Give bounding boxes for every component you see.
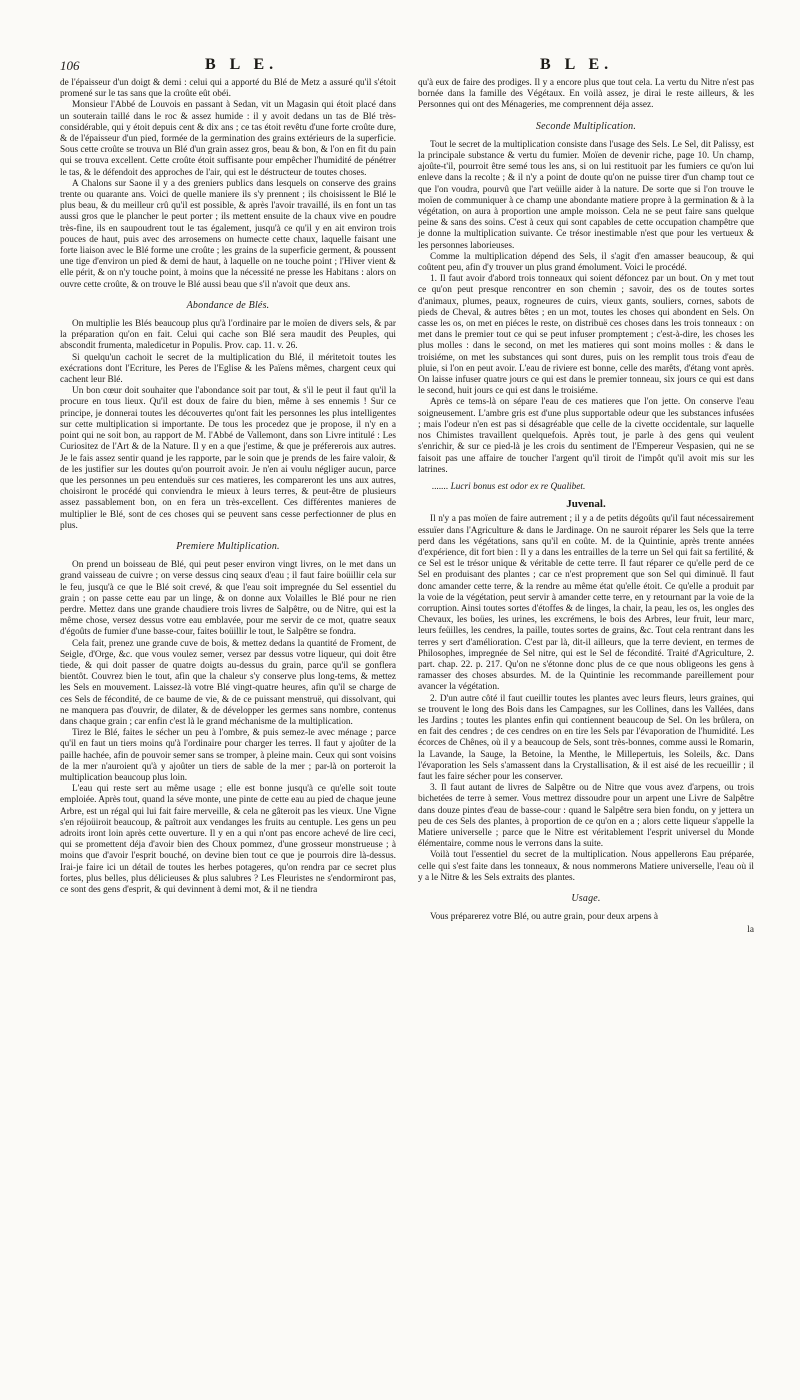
running-head-right: B L E. — [540, 56, 614, 73]
paragraph: qu'à eux de faire des prodiges. Il y a encore plus que tout cela. La vertu du Nitre n'est pas bornée dans la famille des Végétaux. En voilà assez, je dirai le reste ailleurs, & les Personnes qui ont des Ménageries, me comprennent déja assez. — [418, 78, 754, 111]
paragraph: Tout le secret de la multiplication consiste dans l'usage des Sels. Le Sel, dit Palissy, est la principale substance & vertu du fumier. Moïen de devenir riche, page 10. Un champ, ajoûte-t'il, pourroit être semé tous les ans, si on lui restituoit par les fumiers ce qu'on lui enleve dans la recolte ; & il n'y a point de doute qu'on ne puisse tirer d'un champ tout ce que l'on voudra, pourvû que l'art veüille aider à la nature. De sorte que si l'on trouve le moïen de communiquer à ce champ une abondante matiere propre à la germination & à la végétation, on aura à proportion une ample moisson. Cela ne se peut faire sans quelque peine & sans des soins. C'est à ceux qui sont capables de cette occupation champêtre que je donne la multiplication suivante. Ce trésor inestimable n'est que pour les vertueux & les personnes laborieuses. — [418, 139, 754, 251]
running-head-left: B L E. — [205, 56, 279, 73]
paragraph: Monsieur l'Abbé de Louvois en passant à Sedan, vit un Magasin qui étoit placé dans un souterain taillé dans le roc & assez humide : il y avoit dedans un tas de Blé très-considérable, qui y étoit depuis cent & dix ans ; ce tas étoit revêtu d'une forte croûte dure, & de l'épaisseur d'un pied, formée de la germination des grains extérieurs de la superficie. Sous cette croûte se trouva un Blé d'un grain assez gros, beau & bon, & l'on en fit du pain qui se trouva excellent. Cette croûte étoit suffisante pour empêcher l'humidité de pénétrer le tas, & le défendoit des approches de l'air, qui est le déstructeur de toutes choses. — [60, 100, 396, 178]
right-column — [418, 78, 754, 937]
paragraph: A Chalons sur Saone il y a des greniers publics dans lesquels on conserve des grains trente ou quarante ans. Voici de quelle maniere ils s'y prennent ; ils choisissent le Blé le plus beau, & du meilleur crû qu'il est possible, & après l'avoir travaillé, ils en font un tas aussi gros que le plancher le peut porter ; ils mettent ensuite de la chaux vive en poudre très-fine, ils en saupoudrent tout le tas également, jusqu'à ce qu'il y en ait environ trois pouces de haut, puis avec des arrosemens on humecte cette chaux, laquelle faisant une forte liaison avec le Blé forme une croûte ; les grains de la superficie germent, & poussent une tige d'environ un pied & demi de haut, à laquelle on ne touche point ; l'Hiver vient & elle périt, & on n'y touche point, à moins que la nécessité ne presse les Habitans : alors on ouvre cette croûte, & on trouve le Blé aussi beau que s'il n'avoit que deux ans. — [60, 178, 396, 290]
paragraph: Vous préparerez votre Blé, ou autre grain, pour deux arpens à — [430, 912, 659, 923]
section-heading-seconde: Seconde Multiplication. — [535, 120, 637, 132]
paragraph: L'eau qui reste sert au même usage ; elle est bonne jusqu'à ce qu'elle soit toute emploiée. Après tout, quand la séve monte, une pinte de cette eau au pied de chaque jeune Arbre, est un régal qui lui fait faire merveille, & cela ne gâteroit pas les vieux. Une Vigne s'en réjoüiroit beaucoup, & paîtroit aux vendanges les fruits au centuple. Les gens un peu adroits iront loin après cette ouverture. Il y en a qui n'ont pas encore achevé de lire ceci, qui se promettent déja d'avoir bien des Choux pommez, d'une grosseur monstrueuse ; à moins que d'avoir l'esprit bouché, on devine bien tout ce que je pourrois dire là-dessus. Irai-je faire ici un détail de toutes les herbes potageres, qu'on rendra par ce secret plus fortes, plus belles, plus délicieuses & plus salubres ? Les Fleuristes ne s'endormiront pas, ce sont des gens d'esprit, & qui devinnent à demi mot, & il ne tiendra — [60, 784, 396, 896]
paragraph: Cela fait, prenez une grande cuve de bois, & mettez dedans la quantité de Froment, de Seigle, d'Orge, &c. que vous voulez semer, versez par dessus votre liqueur, qui doit être tiede, & qui doit passer de quatre doigts au-dessus du grain, parce qu'il se gonflera bientôt. Couvrez bien le tout, afin que la chaleur s'y conserve plus long-tems, & mettez les Sels en mouvement. Laissez-là votre Blé vingt-quatre heures, afin qu'il se charge de ces Sels de fécondité, de ce baume de vie, & de ce puissant menstruë, qui dissolvant, qui ne manquera pas d'ouvrir, de dilater, & de développer les germes sans nombre, contenus dans chaque grain ; car enfin c'est là le grand méchanisme de la multiplication. — [60, 638, 396, 727]
section-heading-usage: Usage. — [571, 893, 601, 905]
paragraph: 3. Il faut autant de livres de Salpêtre ou de Nitre que vous avez d'arpens, ou trois bichetées de terre à semer. Vous mettrez dissoudre pour un arpent une Livre de Salpêtre dans douze pintes d'eau de basse-cour : quand le Salpêtre sera bien fondu, on y jettera un peu de ces Sels des plantes, à proportion de ce qu'on en a ; alors cette liqueur s'appelle la Matiere universelle ; parce que le Nitre est véritablement l'esprit universel du Monde élémentaire, comme nous le verrons dans la suite. — [418, 783, 754, 850]
paragraph: Tirez le Blé, faites le sécher un peu à l'ombre, & puis semez-le avec ménage ; parce qu'il en faut un tiers moins qu'à l'ordinaire pour charger les terres. Il faut y ajoûter de la paille hachée, afin de pouvoir semer sans se tromper, à pleine main. Ceux qui sont voisins de la mer n'auroient qu'à y ajoûter un tiers de sable de la mer ; par-là on porteroit la multiplication beaucoup plus loin. — [60, 728, 396, 783]
paragraph: 2. D'un autre côté il faut cueillir toutes les plantes avec leurs fleurs, leurs graines, qui se trouvent le long des Bois dans les Campagnes, sur les Collines, dans les Vallées, dans les Jardins ; toutes les plantes enfin qui contiennent beaucoup de Sel. On les brûlera, on en fait des cendres ; de ces cendres on en tire les Sels par l'évaporation de l'humidité. Les écorces de Chênes, où il y a beaucoup de Sels, sont très-bonnes, comme aussi le Romarin, la Lavande, la Sauge, la Betoine, la Menthe, le Millepertuis, les Soleils, &c. Dans l'évaporation les Sels s'amassent dans la Crystallisation, & il est aisé de les recueillir ; il faut les faire sécher pour les conserver. — [418, 693, 754, 782]
section-heading-abondance: Abondance de Blés. — [186, 299, 270, 311]
paragraph: Comme la multiplication dépend des Sels, il s'agit d'en amasser beaucoup, & qui coûtent peu, afin d'y trouver un plus grand émolument. Voici le procédé. — [418, 251, 754, 274]
catchword: la — [747, 925, 754, 936]
paragraph: Voilà tout l'essentiel du secret de la multiplication. Nous appellerons Eau préparée, celle qui s'est faite dans les tonneaux, & nous nommerons Matiere universelle, l'eau où il y a le Nitre & les Sels extraits des plantes. — [418, 850, 754, 883]
section-heading-premiere: Premiere Multiplication. — [176, 540, 280, 552]
page-number: 106 — [60, 58, 80, 73]
paragraph: Un bon cœur doit souhaiter que l'abondance soit par tout, & s'il le peut il faut qu'il la procure en tous lieux. Qu'il est doux de faire du bien, même à ses ennemis ! Sur ce principe, je donnerai toutes les découvertes qu'ont fait les personnes les plus intelligentes sur cette multiplication si importante. De tous les procedez que je propose, il n'y en a point qui ne soit bon, au rapport de M. l'Abbé de Vallemont, dans son Livre intitulé : Les Curiositez de l'Art & de la Nature. Il y en a que j'estime, & que je préfererois aux autres. Je le fais assez sentir quand je les rapporte, par le soin que je prends de les faire valoir, & de les justifier sur les doutes qu'on pourroit avoir. Je n'en ai voulu négliger aucun, parce que les personnes un peu entenduës sur ces matieres, les compareront les uns aux autres, choisiront le procédé qui conviendra le mieux à leurs terres, & peut-être de plusieurs assez passablement bon, on en fera un très-excellent. Ces différentes manieres de multiplier le Blé, sont de ces choses qui se peuvent sans cesse perfectionner de plus en plus. — [60, 386, 396, 531]
paragraph: Il n'y a pas moïen de faire autrement ; il y a de petits dégoûts qu'il faut nécessairement essuïer dans l'Agriculture & dans le Jardinage. On ne sauroit réparer les Sels que la terre perd dans les végétations, sans qu'il en coûte. M. de la Quintinie, après trente années d'expérience, dit fort bien : Il y a dans les entrailles de la terre un Sel qui fait sa fertilité, & ce Sel est le trésor unique & véritable de cette terre. Il faut réparer ce qu'elle perd de ce Sel en produisant des plantes ; car ce n'est proprement que son Sel qui diminuë. Il faut donc amander cette terre, & la rendre au même état qu'elle étoit. Ce qu'elle a produit par la voie de la végétation, peut servir à amander cette terre, en y retournant par la voie de la corruption. Ainsi toutes sortes d'étoffes & de linges, la chair, la peau, les os, les ongles des Chevaux, les boües, les urines, les excrémens, le bois des Arbres, leur fruit, leur marc, leurs feüilles, les cendres, la paille, toutes sortes de grains, &c. Tout cela rentrant dans les terres y sert d'amélioration. C'est par là, dit-il ailleurs, que la terre devient, en termes de Philosophes, impregnée de Sel nitre, qui est le Sel de fécondité. Traité d'Agriculture, 2. part. chap. 22. p. 217. Qu'on ne s'étonne donc plus de ce que nous obligeons les gens à ramasser des choses absurdes. M. de la Quintinie les recommande pareillement pour avancer la végétation. — [418, 514, 754, 693]
paragraph: 1. Il faut avoir d'abord trois tonneaux qui soient défoncez par un bout. On y met tout ce qu'on peut presque rencontrer en son chemin ; savoir, des os de toutes sortes d'animaux, plumes, peaux, rogneures de cuirs, vieux gants, souliers, cornes, sabots de pieds de Cheval, & autres bêtes ; en un mot, toutes les choses qui abondent en Sels. On casse les os, on met en piéces le reste, on distribuë ces choses dans les trois tonneaux : on met dans le premier tout ce qui se peut infuser promptement ; c'est-à-dire, les choses les plus molles : dans le second, on met les matieres qui sont moins molles : & dans le troisiéme, on met les substances qui sont dures, puis on les remplit tous trois d'eau de pluie, si l'on en peut avoir. L'eau de riviere est bonne, celle des marêts, d'étang vont après. On laisse infuser quatre jours ce qui est dans le premier tonneau, six jours ce qui est dans le second, huit jours ce qui est dans le troisiéme. — [418, 274, 754, 397]
paragraph: Après ce tems-là on sépare l'eau de ces matieres que l'on jette. On conserve l'eau soigneusement. L'ambre gris est d'une plus supportable odeur que les substances infusées ; mais l'odeur n'en est pas si désagréable que celle de la civette occidentale, sur laquelle nos Chimistes travaillent quelquefois. Après tout, je parle à des gens qui veulent s'enrichir, & sur ce pied-là je les crois du sentiment de l'Empereur Vespasien, qui ne se faisoit pas une affaire de toucher l'argent qu'il tiroit de l'impôt qu'il avoit mis sur les latrines. — [418, 397, 754, 475]
paragraph: Si quelqu'un cachoit le secret de la multiplication du Blé, il méritetoit toutes les exécrations dont l'Ecriture, les Peres de l'Eglise & les Païens mêmes, chargent ceux qui cachent leur Blé. — [60, 352, 396, 386]
paragraph: On prend un boisseau de Blé, qui peut peser environ vingt livres, on le met dans un grand vaisseau de cuivre ; on verse dessus cinq seaux d'eau ; il faut faire boüillir cela sur le feu, jusqu'à ce que le Blé soit crevé, & que l'eau soit impregnée du Sel essentiel du grain ; on passe cette eau par un linge, & on donne aux Volailles le Blé pour ne rien perdre. Mettez dans une grande chaudiere trois livres de Salpêtre, ou de Nitre, qui est la même chose, versez dessus votre eau emblavée, pour me servir de ce mot, quatre seaux d'égoûts de fumier d'une basse-cour, faites boüillir le tout, le Salpêtre se fondra. — [60, 560, 396, 638]
paragraph: On multiplie les Blés beaucoup plus qu'à l'ordinaire par le moïen de divers sels, & par la préparation qu'on en fait. Celui qui cache son Blé sera maudit des Peuples, qui abscondit frumenta, maledicetur in Populis. Prov. cap. 11. v. 26. — [60, 319, 396, 352]
paragraph: de l'épaisseur d'un doigt & demi : celui qui a apporté du Blé de Metz a assuré qu'il s'étoit promené sur le tas sans que la croûte eût obéi. — [60, 78, 396, 100]
left-column — [60, 78, 396, 896]
latin-quote: ....... Lucri bonus est odor ex re Qualibet. — [432, 481, 586, 492]
quote-author: Juvenal. — [566, 498, 606, 511]
